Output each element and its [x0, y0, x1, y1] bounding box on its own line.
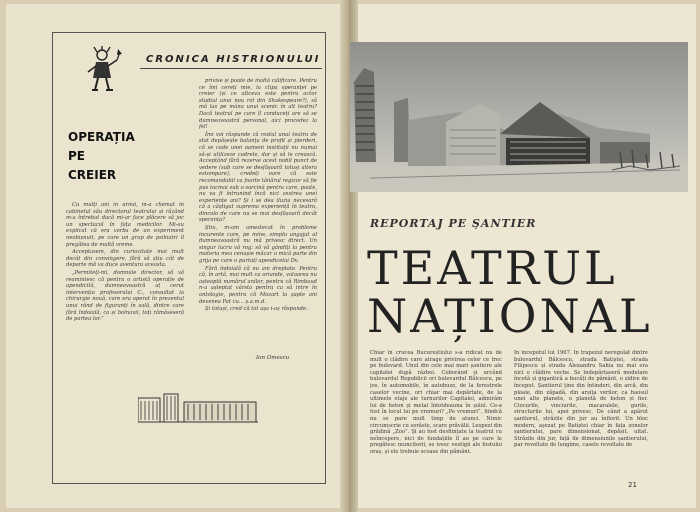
paragraph: Îmi voi răspunde că rostul unui teatru de stat depășește balanța de profit și pierderi, că se cade unei oameni instituții nu numai să-și utilizeze cadrele, dar și să le crească. Acceptând fără rezerve acest nobil punct de vedere (sub care se desfășoară totuși altera estompare), credeți oare că este recomandabil ca foarte tânărul regizor să fie pus tocmai sub o sarcină pentru care, poate, nu va fi întrunind încă nici zestrea unei experiențe ani? Și i se dea iluzia necesară că a câștigat suprema experiență în teatru, dincolo de care nu se mai desfășoară decât speranța? [199, 131, 317, 224]
author-signature: Ion Omescu [256, 355, 290, 361]
paragraph: Fără îndoială că nu am dreptate. Pentru că, în artă, mai mult ca oriunde, valoarea nu așteaptă numărul anilor, pentru că Rimbaud n-a așteptat vârsta pentru ca să intre în antologie, pentru că Mozart la șapte ani devenea Pat cu... ș.a.m.d. [199, 265, 317, 305]
theatre-construction-photo [350, 42, 688, 192]
title-rule [140, 68, 322, 69]
paragraph: Cu mulți ani în urmă, m-a chemat în cabinetul său directorul teatrului și râzând m-a întrebat dacă mi-ar face plăcere să joc un spectacol în fața medicilor. Mi-au explicat că era vorba de un experiment neobișnuit, pe care un grup de psihiatri îl pregătea de multă vreme. [66, 202, 184, 248]
jester-illustration [84, 46, 124, 92]
paragraph: Și totuși, cred că tot așa i-aș răspunde. [205, 306, 308, 313]
paragraph: privise și poate de înaltă calificare. Pentru ce îmi cereți mie, la clipa speranței pe creier (și ce altceva este pentru actor studiul unui nou rol din Shakespeare?), să mă las pe mâna unui scenic în alt teatru? Dacă teatrul pe care îl conduceți are să se dumneavoastră personal, aici procedez la fel! [199, 78, 317, 131]
column-title: CRONICA HISTRIONULUI [146, 54, 321, 65]
left-column-text [66, 202, 184, 378]
building-sketch-illustration [138, 392, 258, 424]
headline-line-2: PE [68, 149, 85, 163]
paragraph: Știu, m-am amestecat în probleme incurente care, pe mine, simplu angajat al dumneavoastră nu mă privesc direct. Un singur lucru vă rog: să vă gândiți la pentru materia mea cenușie măcar o mică parte din grija pe care o purtați apendicelui Dv. [199, 225, 317, 265]
middle-column-text [199, 78, 317, 350]
title-line-2: NAȚIONAL [367, 289, 653, 343]
title-line-1: TEATRUL [367, 241, 618, 295]
article-title [367, 241, 657, 343]
paragraph: Acceptasem, din curiozitate mai mult decât din convingere, fără să știu cât de departe mă va duce aventura aceasta. [66, 249, 184, 269]
article-kicker: REPORTAJ PE ȘANTIER [370, 217, 537, 230]
headline-line-1: OPERAȚIA [68, 130, 135, 144]
article-headline [68, 128, 158, 185]
headline-line-3: CREIER [68, 168, 117, 182]
right-column-1-text: Chiar în crucea Bucureștiului s-a ridicat nu de mult o clădire care atrage privirea celor ce trec pe bulevard. Unul din cele mai mari șantiere ale capitalei după război. Coborând și urcând bulevardul Republicii ori bulevardul Bălcescu, pe jos, în automobile, în autobuze, de la ferestrele caselor vecine, ori chiar mai depărtate, de la ultimele etaje ale turnurilor Capitalei, admirăm lui de beton și metal întotdeauna în șolul. Ce-a fost în locul lui pe vremuri? „Pe vremuri”, fiindcă nu se pare mult timp de atunci. Nimic circumscrie cu sorăste, scare prăvălii. Lespezi din grădină „Zoo”. Și au fost desființate la teatrul cu neîncepere, nici de fundațiile îl au pe care le pregătesc muncitorii, se ivesc vestigii ale fostului oraș, și ele trebuie scoase din pământ. [370, 350, 502, 455]
paragraph: „Permiteți-mi, domnule director, să vă reamintesc că pentru o artistă operație de apendicită, dumneavoastră aț cerut intervenția profesorului C., consultat la chirurgie nouă, care era operat în prezentul unui rând de figuranți în sală, dintre care fără îndoială, ca și bolnavii, toți rămăseseră de partea lor.” [66, 269, 184, 323]
right-column-2-text: În începutul lui 1967. În trapezul neregulat dintre bulevardul Bălcescu, strada Batiștei, strada Filipescu și strada Alexandru Sahia nu mai era nici o clădire veche. Se îndepărtaseră modelare încetă și gigantică a bucăți de pământ, o zidire de început. Șantierul ține din întinderi, din arcă, din ploaie, din zăpadă, din arșița verilor, ca haosul unei alte planete, o planetă de beton și fier. Ciocurile, vinciurile, macaralele, gurile, structurile lui, apoi privesc. De când a apărut șantierul, străzile din jur au înflorit. Un bloc modern, așezat pe Batiștei chiar în fața zonelor șantierului, pare dimensionat, depășit, uitat. Străzile din jur, față de dimensiunile șantierului, par revoltate de lungime, casele revoltate de [514, 350, 648, 449]
page-number: 21 [628, 481, 637, 489]
